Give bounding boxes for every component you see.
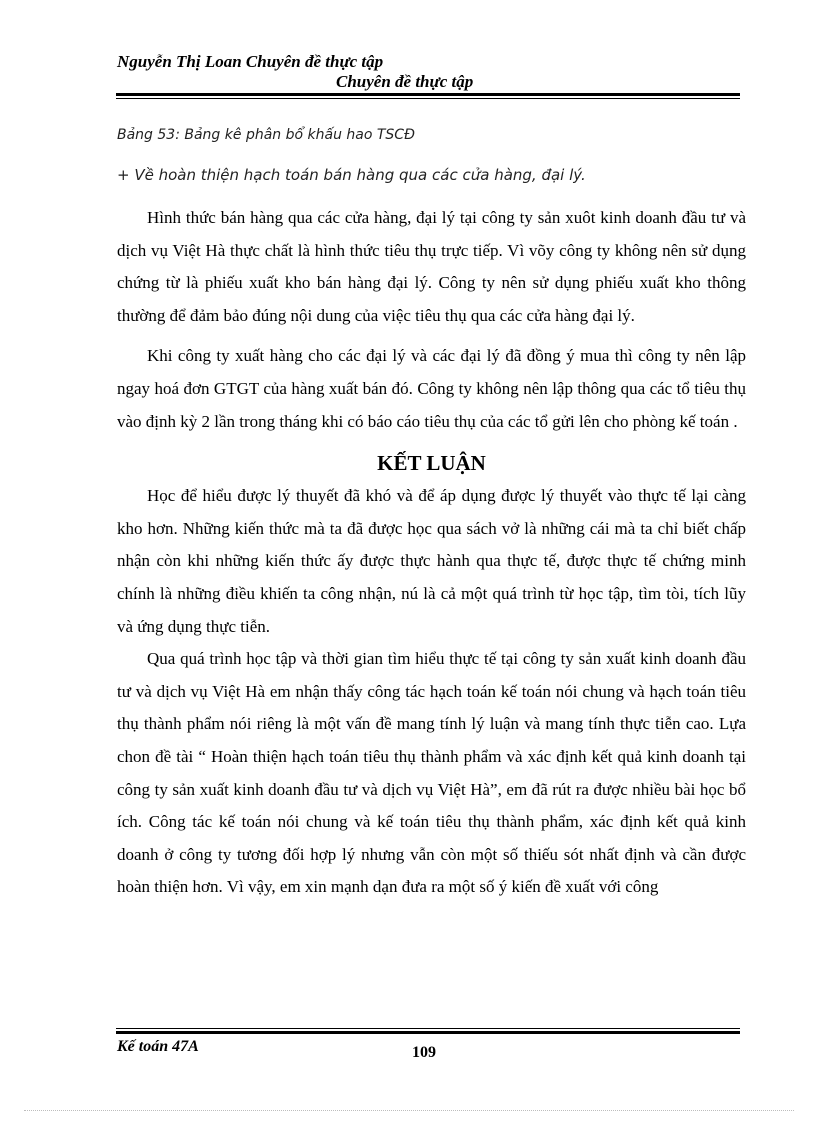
conclusion-heading: KẾT LUẬN xyxy=(377,451,486,476)
paragraph-conclusion-theory: Học để hiểu được lý thuyết đã khó và để áp dụng được lý thuyết vào thực tế lại càng kho hơn. Những kiến thức mà ta đã được học qua sách vở là những cái mà ta chỉ biết chấp nhận còn khi những kiến thức ấy được thực hành qua thực tế, được thực tế chứng minh chính là những điều khiến ta công nhận, nú là cả một quá trình từ học tập, tìm tòi, tích lũy và ứng dụng thực tiễn. xyxy=(117,486,746,636)
footer-class-label: Kế toán 47A xyxy=(117,1038,199,1055)
page-edge-dotted-line xyxy=(24,1110,794,1111)
header-subtitle: Chuyên đề thực tập xyxy=(336,72,474,91)
footer-rule-thick xyxy=(116,1031,740,1034)
header-rule-thick xyxy=(116,93,740,96)
paragraph-sales-channels: Hình thức bán hàng qua các cửa hàng, đại lý tại công ty sản xuôt kinh doanh đầu tư và dịch vụ Việt Hà thực chất là hình thức tiêu thụ trực tiếp. Vì võy công ty không nên sử dụng chứng từ là phiếu xuất kho bán hàng đại lý. Công ty nên sử dụng phiếu xuất kho thông thường để đảm bảo đúng nội dung của việc tiêu thụ qua các cửa hàng đại lý. xyxy=(117,208,746,325)
section-bullet: + Về hoàn thiện hạch toán bán hàng qua các cửa hàng, đại lý. xyxy=(117,166,586,184)
paragraph-conclusion-practice: Qua quá trình học tập và thời gian tìm hiểu thực tế tại công ty sản xuất kinh doanh đầu tư và dịch vụ Việt Hà em nhận thấy công tác hạch toán kế toán nói chung và hạch toán tiêu thụ thành phẩm nói riêng là một vấn đề mang tính lý luận và mang tính thực tiễn cao. Lựa chon đề tài “ Hoàn thiện hạch toán tiêu thụ thành phẩm và xác định kết quả kinh doanh tại công ty sản xuất kinh doanh đầu tư và dịch vụ Việt Hà”, em đã rút ra được nhiều bài học bổ ích. Công tác kế toán nói chung và kế toán tiêu thụ thành phẩm, xác định kết quả kinh doanh ở công ty tương đối hợp lý nhưng vẫn còn một số thiếu sót nhất định và cần được hoàn thiện hơn. Vì vậy, em xin mạnh dạn đưa ra một số ý kiến đề xuất với công xyxy=(117,649,746,897)
header-author-title: Nguyễn Thị Loan Chuyên đề thực tập xyxy=(117,52,384,71)
document-body xyxy=(117,120,746,904)
header-rule-thin xyxy=(116,98,740,99)
table-caption: Bảng 53: Bảng kê phân bổ khấu hao TSCĐ xyxy=(117,127,415,143)
paragraph-vat-invoice: Khi công ty xuất hàng cho các đại lý và các đại lý đã đồng ý mua thì công ty nên lập ngay hoá đơn GTGT của hàng xuất bán đó. Công ty không nên lập thông qua các tổ tiêu thụ vào định kỳ 2 lần trong tháng khi có báo cáo tiêu thụ của các tổ gửi lên cho phòng kế toán . xyxy=(117,346,746,431)
page-number: 109 xyxy=(412,1044,436,1061)
footer-rule-thin xyxy=(116,1028,740,1029)
